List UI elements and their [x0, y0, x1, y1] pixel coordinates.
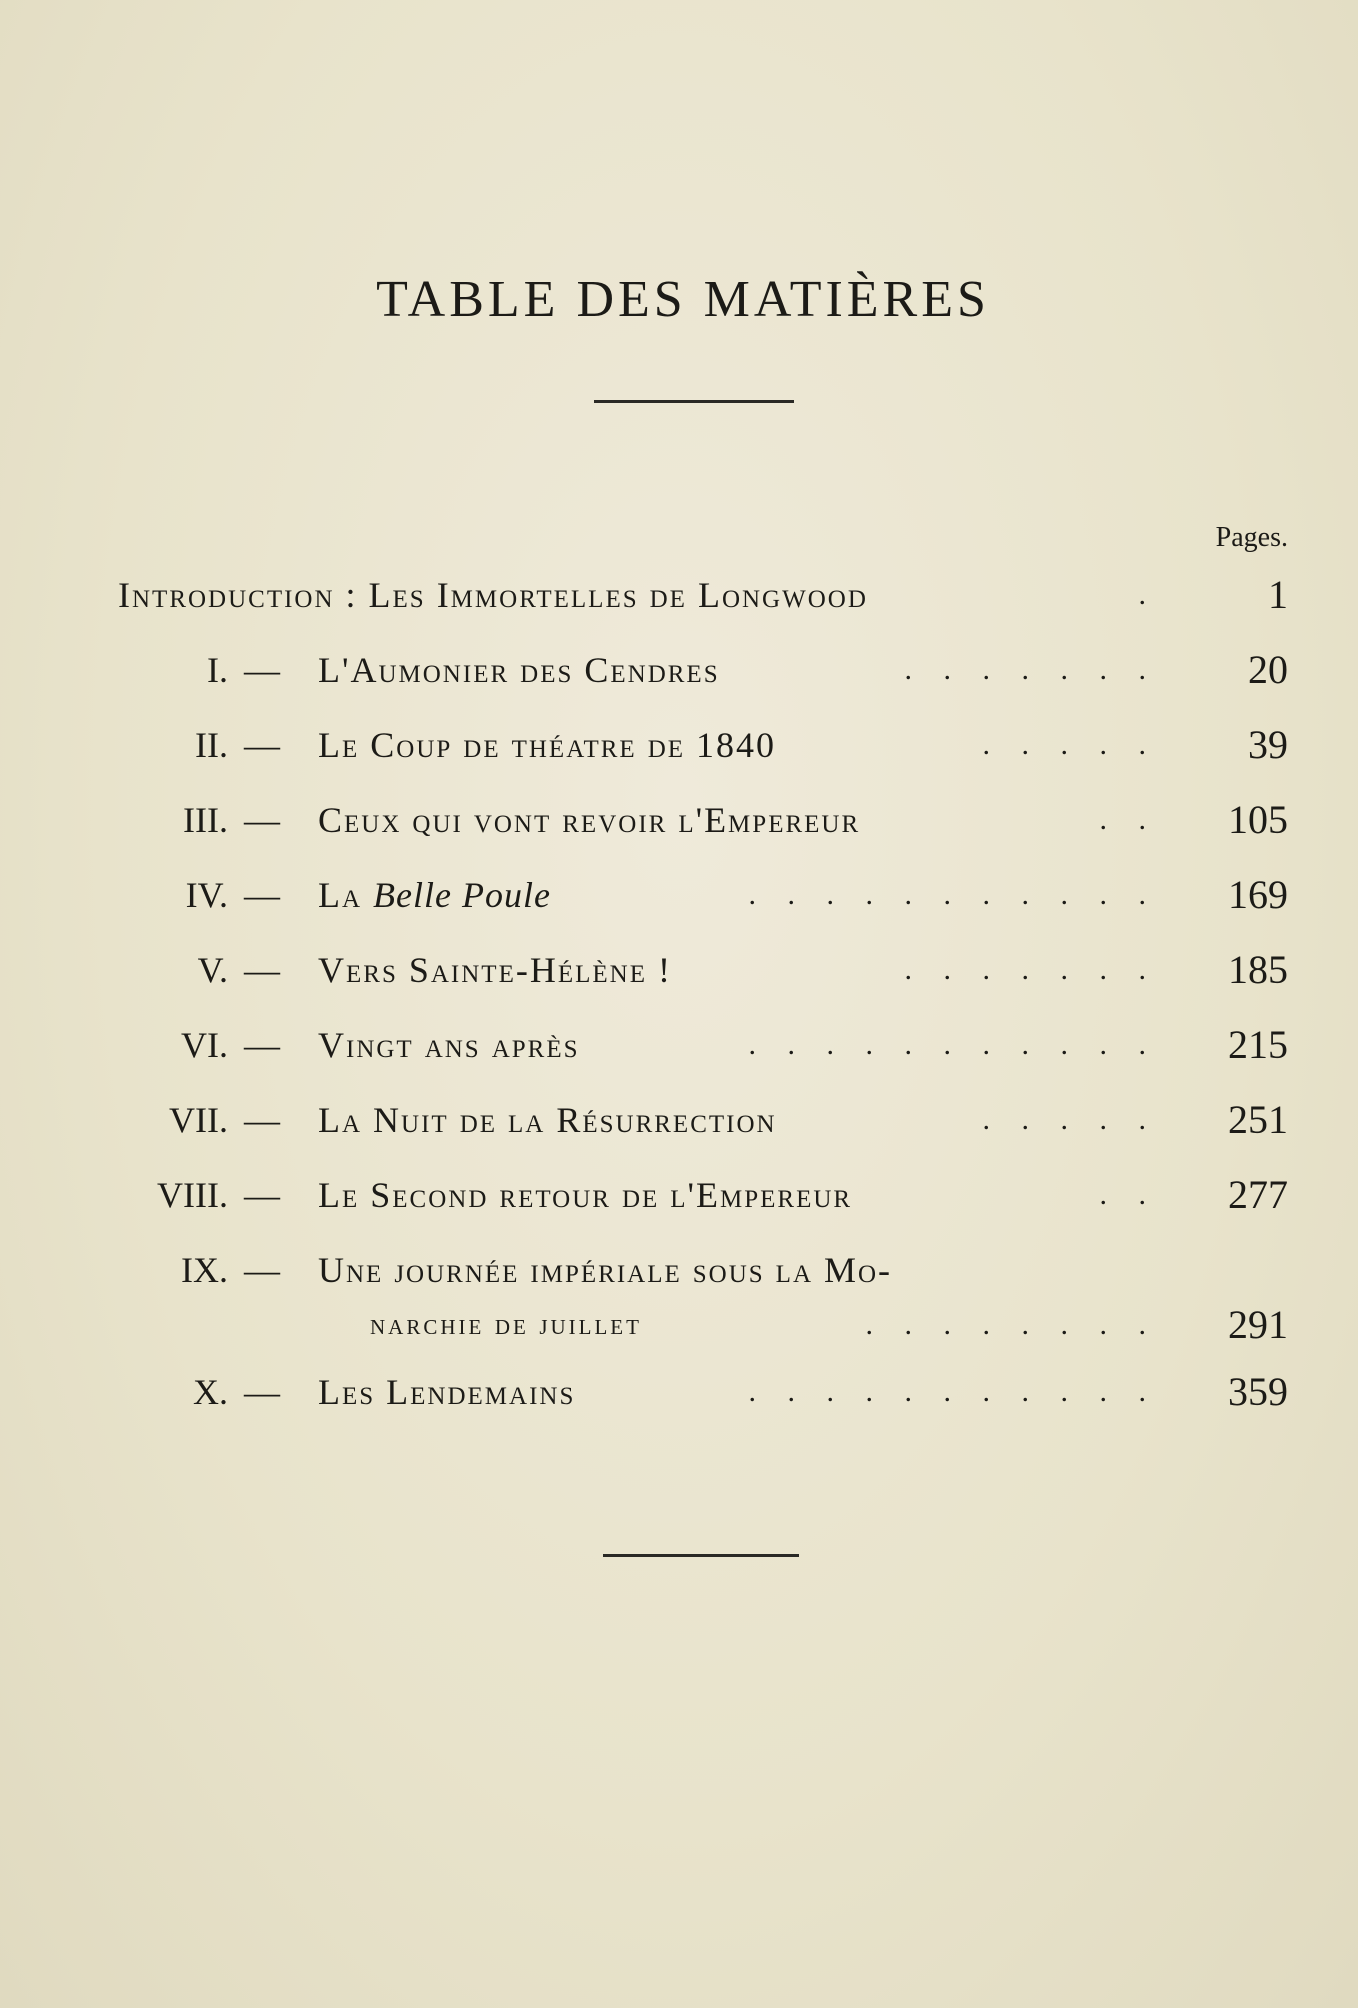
toc-page-number: 1 [1268, 572, 1288, 617]
closing-rule [603, 1554, 799, 1557]
chapter-dash: — [244, 1025, 280, 1065]
toc-page-number: 185 [1228, 947, 1288, 992]
chapter-dash: — [244, 1175, 280, 1215]
toc-entry-chapter-3 [0, 790, 1358, 850]
toc-entry-title: Une journée impériale sous la Mo- [318, 1250, 893, 1290]
toc-entry-introduction [0, 565, 1358, 625]
toc-page-number: 39 [1248, 722, 1288, 767]
chapter-number: X. [193, 1372, 228, 1412]
chapter-number: I. [207, 650, 228, 690]
toc-entry-title-prefix: La [318, 875, 374, 915]
toc-entry-title: La Nuit de la Résurrection [318, 1100, 777, 1140]
toc-leader-dots: . . [1099, 803, 1158, 836]
chapter-number: V. [197, 950, 228, 990]
title-rule [594, 400, 794, 403]
toc-leader-dots: . . . . . . . . . . . [748, 1028, 1158, 1061]
toc-entry-chapter-8 [0, 1165, 1358, 1225]
toc-entry-chapter-6 [0, 1015, 1358, 1075]
toc-entry-chapter-10 [0, 1362, 1358, 1422]
chapter-number: IV. [185, 875, 228, 915]
toc-entry-title [318, 865, 551, 925]
chapter-number: IX. [181, 1250, 228, 1290]
toc-leader-dots: . . . . . [982, 1103, 1158, 1136]
toc-leader-dots: . . . . . . . . . . . [748, 878, 1158, 911]
toc-entry-title: Les Lendemains [318, 1372, 576, 1412]
toc-page-number: 20 [1248, 647, 1288, 692]
toc-entry-chapter-7 [0, 1090, 1358, 1150]
chapter-number: VIII. [157, 1175, 228, 1215]
toc-entry-title: Introduction : Les Immortelles de Longwood [118, 575, 868, 615]
chapter-dash: — [244, 1100, 280, 1140]
toc-page-number: 359 [1228, 1369, 1288, 1414]
toc-page-number: 105 [1228, 797, 1288, 842]
chapter-dash: — [244, 875, 280, 915]
toc-entry-title: Le Coup de théatre de 1840 [318, 725, 777, 765]
toc-leader-dots: . . . . . . . [904, 653, 1158, 686]
toc-entry-chapter-2 [0, 715, 1358, 775]
toc-page-number: 251 [1228, 1097, 1288, 1142]
chapter-dash: — [244, 725, 280, 765]
chapter-number: VI. [181, 1025, 228, 1065]
chapter-dash: — [244, 950, 280, 990]
toc-page-number: 277 [1228, 1172, 1288, 1217]
pages-column-label: Pages. [1215, 522, 1288, 553]
toc-entry-title: Vingt ans après [318, 1025, 580, 1065]
toc-entry-chapter-4 [0, 865, 1358, 925]
toc-page-number: 291 [1228, 1302, 1288, 1347]
toc-entry-title-continuation: narchie de juillet [370, 1308, 642, 1341]
toc-entry-title: Vers Sainte-Hélène ! [318, 950, 672, 990]
chapter-number: II. [195, 725, 228, 765]
chapter-dash: — [244, 650, 280, 690]
toc-leader-dots: . . . . . . . . . . . [748, 1375, 1158, 1408]
toc-entry-title: Ceux qui vont revoir l'Empereur [318, 800, 861, 840]
chapter-dash: — [244, 1250, 280, 1290]
toc-leader-dots: . . [1099, 1178, 1158, 1211]
toc-entry-chapter-9-continuation [0, 1295, 1358, 1355]
toc-leader-dots: . [1138, 578, 1158, 611]
chapter-number: III. [183, 800, 228, 840]
toc-entry-title: Le Second retour de l'Empereur [318, 1175, 853, 1215]
page-title: TABLE DES MATIÈRES [376, 271, 990, 328]
toc-leader-dots: . . . . . [982, 728, 1158, 761]
toc-page-number: 169 [1228, 872, 1288, 917]
toc-entry-chapter-9 [0, 1240, 1358, 1300]
chapter-dash: — [244, 1372, 280, 1412]
toc-entry-chapter-1 [0, 640, 1358, 700]
toc-page-number: 215 [1228, 1022, 1288, 1067]
toc-leader-dots: . . . . . . . [904, 953, 1158, 986]
toc-entry-title-italic: Belle Poule [373, 875, 551, 915]
toc-leader-dots: . . . . . . . . [865, 1308, 1158, 1341]
chapter-dash: — [244, 800, 280, 840]
toc-entry-chapter-5 [0, 940, 1358, 1000]
toc-entry-title: L'Aumonier des Cendres [318, 650, 720, 690]
chapter-number: VII. [169, 1100, 228, 1140]
